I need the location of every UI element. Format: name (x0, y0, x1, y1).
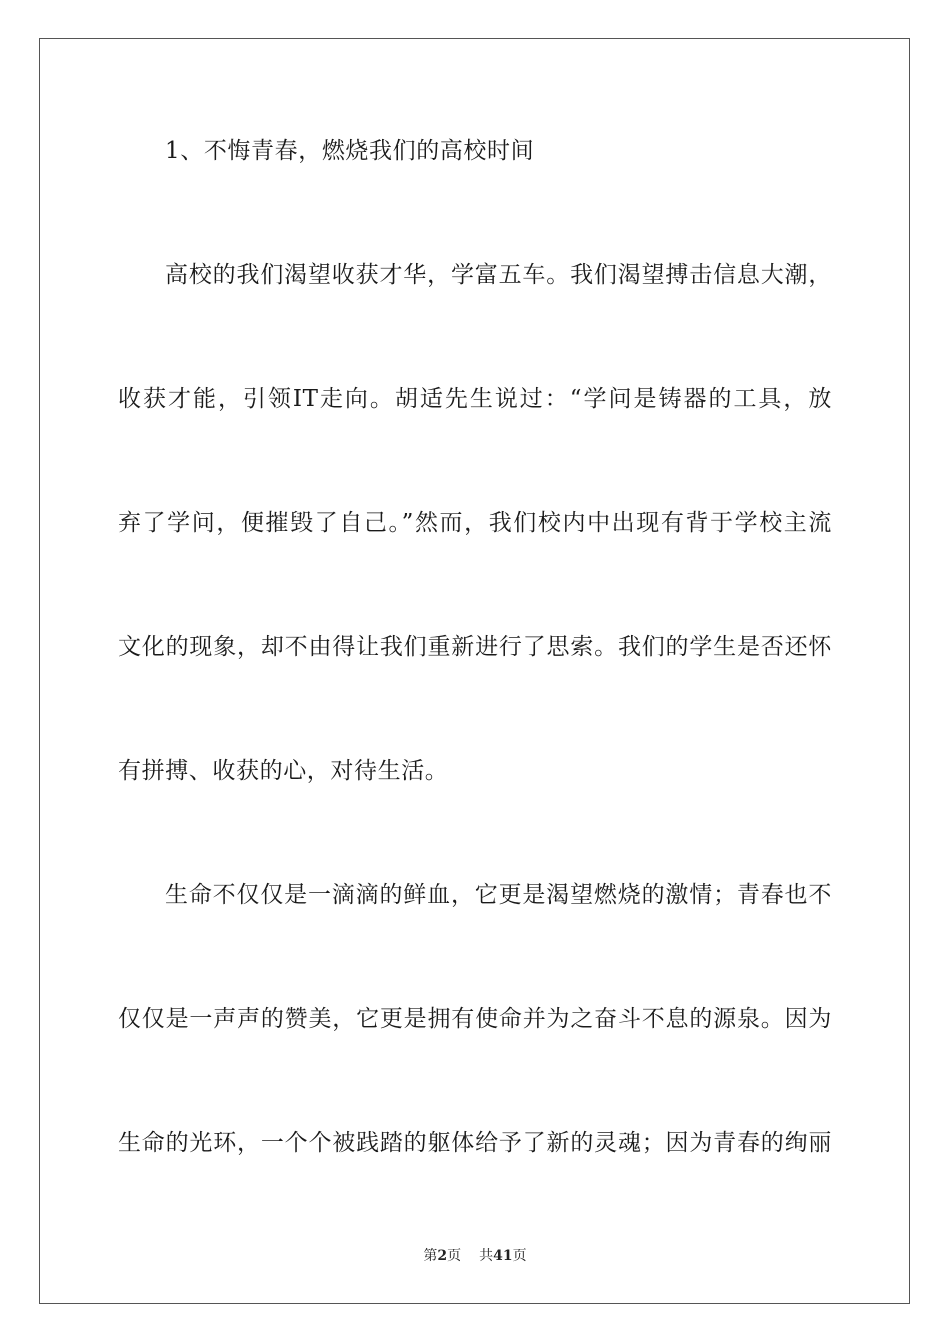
footer-total-suffix: 页 (512, 1248, 527, 1264)
paragraph-line: 文化的现象，却不由得让我们重新进行了思索。我们的学生是否还怀 (118, 634, 832, 660)
paragraph-line: 生命的光环，一个个被践踏的躯体给予了新的灵魂；因为青春的绚丽 (118, 1130, 832, 1156)
footer-page-suffix: 页 (447, 1248, 462, 1264)
paragraph-line: 仅仅是一声声的赞美，它更是拥有使命并为之奋斗不息的源泉。因为 (118, 1006, 832, 1032)
paragraph-line: 有拼搏、收获的心，对待生活。 (118, 758, 449, 784)
paragraph-line: 生命不仅仅是一滴滴的鲜血，它更是渴望燃烧的激情；青春也不 (165, 882, 832, 908)
section-heading: 1、不悔青春，燃烧我们的高校时间 (165, 138, 535, 164)
paragraph-line: 收获才能，引领IT走向。胡适先生说过：“学问是铸器的工具，放 (118, 386, 832, 412)
paragraph-line: 弃了学问，便摧毁了自己。”然而，我们校内中出现有背于学校主流 (118, 510, 832, 536)
page-number: 2 (437, 1248, 448, 1264)
total-pages: 41 (493, 1248, 513, 1264)
footer-total-prefix: 共 (479, 1248, 494, 1264)
footer-prefix: 第 (423, 1248, 438, 1264)
page-border (39, 38, 910, 1304)
paragraph-line: 高校的我们渴望收获才华，学富五车。我们渴望搏击信息大潮， (165, 262, 832, 288)
page-footer (0, 1246, 950, 1266)
